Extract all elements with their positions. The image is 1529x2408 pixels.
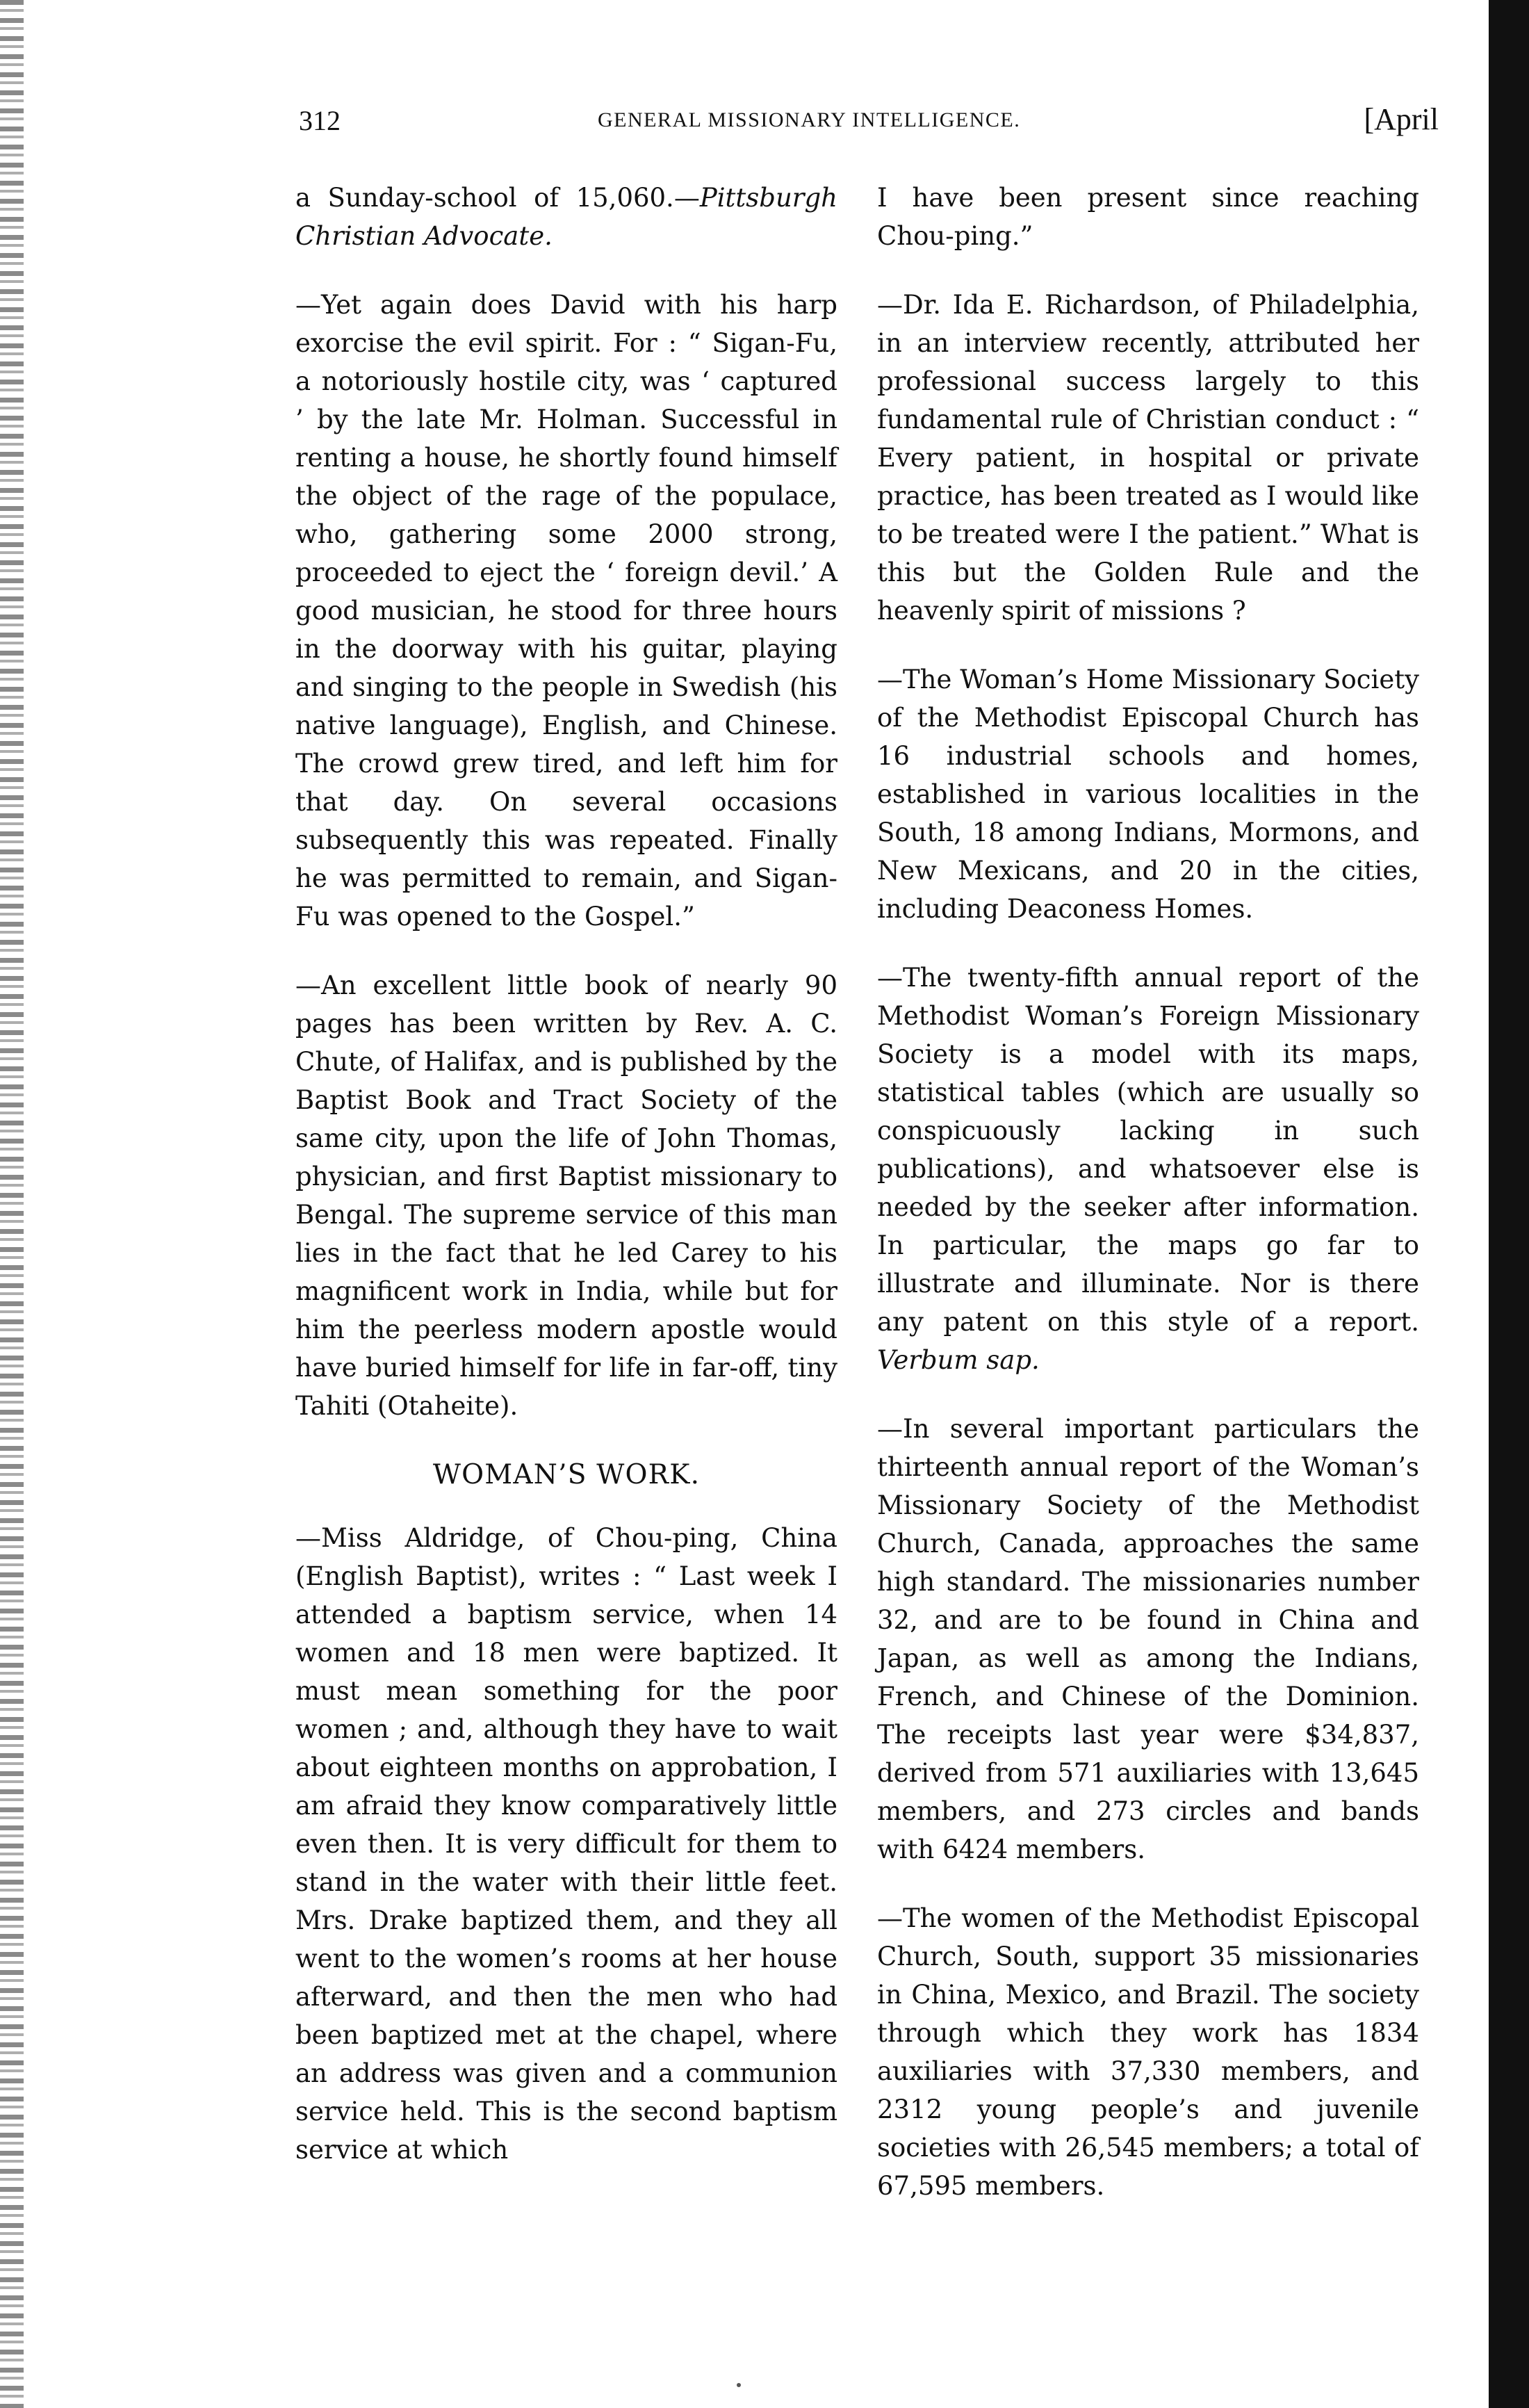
source-citation: Pittsburgh Christian Advocate.: [295, 183, 837, 251]
paragraph: —In several important particulars the thirteenth annual report of the Woman’s Missionary Society of the Methodist Church, Canada, approaches the same high standard. The missionaries number 32, and are to be found in China and Japan, as well as among the Indians, French, and Chinese of the Dominion. The receipts last year were $34,837, derived from 571 auxiliaries with 13,645 members, and 273 circles and bands with 6424 members.: [877, 1414, 1419, 1864]
paragraph-text: —The twenty-fifth annual report of the Methodist Woman’s Foreign Missionary Society is a model with its maps, statistical tables (which are usually so conspicuously lacking in such publications), and whatsoever else is needed by the seeker after information. In particular, the maps go far to illustrate and illuminate. Nor is there any patent on this style of a report.: [877, 963, 1419, 1337]
paragraph: —An excellent little book of nearly 90 pages has been written by Rev. A. C. Chute, of Halifax, and is published by the Baptist Book and Tract Society of the same city, upon the life of John Thomas, physician, and first Baptist missionary to Bengal. The supreme service of this man lies in the fact that he led Carey to his magnificent work in India, while but for him the peerless modern apostle would have buried himself for life in far-off, tiny Tahiti (Otaheite).: [295, 970, 837, 1421]
paragraph: [295, 179, 837, 255]
paragraph-text: a Sunday-school of 15,060.—: [295, 183, 700, 213]
page-number: 312: [299, 105, 341, 136]
running-head: GENERAL MISSIONARY INTELLIGENCE.: [598, 108, 1021, 131]
scan-edge-right: [1489, 0, 1529, 2408]
scan-edge-left: [0, 0, 24, 2408]
paragraph: —Yet again does David with his harp exorcise the evil spirit. For : “ Sigan-Fu, a notoriously hostile city, was ‘ captured ’ by the late Mr. Holman. Successful in renting a house, he shortly found himself the object of the rage of the populace, who, gathering some 2000 strong, proceeded to eject the ‘ foreign devil.’ A good musician, he stood for three hours in the doorway with his guitar, playing and singing to the people in Swedish (his native language), English, and Chinese. The crowd grew tired, and left him for that day. On several occasions subsequently this was repeated. Finally he was permitted to remain, and Sigan-Fu was opened to the Gospel.”: [295, 290, 837, 932]
paragraph: —Miss Aldridge, of Chou-ping, China (English Baptist), writes : “ Last week I attended a baptism service, when 14 women and 18 men were baptized. It must mean something for the poor women ; and, although they have to wait about eighteen months on approbation, I am afraid they know comparatively little even then. It is very difficult for them to stand in the water with their little feet. Mrs. Drake baptized them, and they all went to the women’s rooms at her house afterward, and then the men who had been baptized met at the chapel, where an address was given and a communion service held. This is the second baptism service at which: [295, 1523, 837, 2165]
page-header: [299, 104, 1439, 146]
paragraph: —The Woman’s Home Missionary Society of the Methodist Episcopal Church has 16 industrial schools and homes, established in various localities in the South, 18 among Indians, Mormons, and New Mexicans, and 20 in the cities, including Deaconess Homes.: [877, 665, 1419, 924]
latin-phrase: Verbum sap.: [877, 1345, 1040, 1375]
month-label: [April: [1364, 102, 1439, 136]
right-column: [877, 179, 1419, 2236]
left-column: [295, 179, 837, 2199]
print-mark: [737, 2383, 741, 2387]
paragraph: I have been present since reaching Chou-ping.”: [877, 183, 1419, 251]
paragraph: [877, 959, 1419, 1379]
paragraph: —Dr. Ida E. Richardson, of Philadelphia, in an interview recently, attributed her professional success largely to this fundamental rule of Christian conduct : “ Every patient, in hospital or private practice, has been treated as I would like to be treated were I the patient.” What is this but the Golden Rule and the heavenly spirit of missions ?: [877, 290, 1419, 626]
section-heading: WOMAN’S WORK.: [432, 1459, 701, 1490]
paragraph: —The women of the Methodist Episcopal Church, South, support 35 missionaries in China, Mexico, and Brazil. The society through which they work has 1834 auxiliaries with 37,330 members, and 2312 young people’s and juvenile societies with 26,545 members; a total of 67,595 members.: [877, 1903, 1419, 2201]
